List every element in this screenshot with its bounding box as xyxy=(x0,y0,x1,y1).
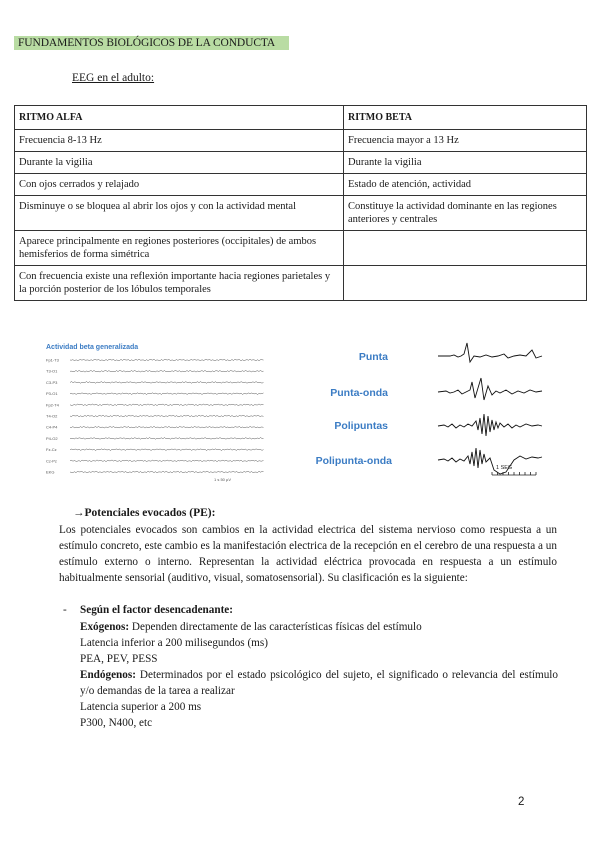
eeg-trace xyxy=(70,471,264,473)
channel-label: C3-P3 xyxy=(46,379,58,385)
eeg-trace xyxy=(70,370,264,372)
beta-cell xyxy=(344,266,587,301)
channel-label: Fp1-T3 xyxy=(46,357,59,363)
trace-polipuntas xyxy=(438,414,542,436)
trace-punta xyxy=(438,343,542,362)
table-row xyxy=(15,231,587,266)
list-item-title: Según el factor desencadenante: xyxy=(80,604,233,616)
channel-label: Fp2-T4 xyxy=(46,402,59,408)
endogenos-latency: Latencia superior a 200 ms xyxy=(80,701,202,713)
eeg-trace xyxy=(70,415,264,417)
figure-right-scale: 1 SEG xyxy=(496,465,513,471)
channel-label: Fz-Cz xyxy=(46,447,57,453)
header-beta: RITMO BETA xyxy=(344,106,587,130)
endogenos-examples: P300, N400, etc xyxy=(80,717,153,729)
eeg-trace xyxy=(70,460,264,462)
channel-label: P3-O1 xyxy=(46,391,58,397)
alpha-cell: Con ojos cerrados y relajado xyxy=(15,174,344,196)
wave-patterns-figure xyxy=(300,338,550,486)
beta-cell: Estado de atención, actividad xyxy=(344,174,587,196)
table-header-row xyxy=(15,106,587,130)
figure-left-scale: 1 s 50 µV xyxy=(214,477,231,482)
alpha-cell: Aparece principalmente en regiones posteriores (occipitales) de ambos hemisferios de forma simétrica xyxy=(15,231,344,266)
exogenos-definition xyxy=(80,619,558,635)
section-subtitle: EEG en el adulto: xyxy=(72,72,155,84)
channel-label: T4-O2 xyxy=(46,413,58,419)
endogenos-text: Determinados por el estado psicológico del sujeto, el significado o relevancia del estímulo y/o demandas de la tarea a realizar xyxy=(80,669,558,697)
potentials-paragraph: Los potenciales evocados son cambios en la actividad electrica del sistema nervioso como respuesta a un estímulo concreto, este cambio es la manifestación electrica de la recepción en el cerebro de una respuesta a un estímulo externo o interno. Representan la actividad eléctrica provocada en respuesta a un estímulo habitualmente sensorial (auditivo, visual, somatosensorial). Su clasificación es la siguiente: xyxy=(59,524,557,585)
document-header: FUNDAMENTOS BIOLÓGICOS DE LA CONDUCTA xyxy=(18,37,276,49)
eeg-trace xyxy=(70,438,264,440)
page-number: 2 xyxy=(518,796,525,808)
exogenos-label: Exógenos: xyxy=(80,621,130,633)
alpha-cell: Disminuye o se bloquea al abrir los ojos y con la actividad mental xyxy=(15,196,344,231)
header-alpha: RITMO ALFA xyxy=(15,106,344,130)
rhythm-comparison-table xyxy=(14,105,587,301)
label-punta: Punta xyxy=(358,351,388,363)
channel-label: T3-O1 xyxy=(46,368,58,374)
eeg-trace xyxy=(70,426,264,428)
channel-label: EKG xyxy=(46,469,55,475)
exogenos-text: Dependen directamente de las características físicas del estímulo xyxy=(129,621,422,633)
endogenos-definition xyxy=(80,667,558,699)
table-row xyxy=(15,196,587,231)
beta-cell: Durante la vigilia xyxy=(344,152,587,174)
trace-polipunta-onda xyxy=(438,448,542,474)
exogenos-examples: PEA, PEV, PESS xyxy=(80,653,158,665)
eeg-trace xyxy=(70,359,264,361)
exogenos-latency: Latencia inferior a 200 milisegundos (ms) xyxy=(80,637,268,649)
table-row xyxy=(15,266,587,301)
alpha-cell: Frecuencia 8-13 Hz xyxy=(15,130,344,152)
alpha-cell: Con frecuencia existe una reflexión importante hacia regiones parietales y la porción posterior de los lóbulos temporales xyxy=(15,266,344,301)
eeg-trace xyxy=(70,382,264,384)
table-row xyxy=(15,130,587,152)
table-row xyxy=(15,152,587,174)
label-polipuntas: Polipuntas xyxy=(334,420,388,432)
table-row xyxy=(15,174,587,196)
label-polipunta-onda: Polipunta-onda xyxy=(315,455,392,467)
beta-cell: Constituye la actividad dominante en las regiones anteriores y centrales xyxy=(344,196,587,231)
alpha-cell: Durante la vigilia xyxy=(15,152,344,174)
figure-left-title: Actividad beta generalizada xyxy=(46,344,139,351)
label-punta-onda: Punta-onda xyxy=(330,387,388,399)
eeg-trace xyxy=(70,404,264,406)
beta-activity-eeg-figure xyxy=(44,340,272,486)
channel-label: P4-O2 xyxy=(46,435,58,441)
list-bullet: - xyxy=(63,604,67,616)
potentials-section-title: →Potenciales evocados (PE): xyxy=(73,507,216,519)
channel-label: C4-P4 xyxy=(46,424,58,430)
channel-label: Cz-Pz xyxy=(46,458,57,464)
eeg-trace xyxy=(70,393,264,395)
endogenos-label: Endógenos: xyxy=(80,669,136,681)
beta-cell xyxy=(344,231,587,266)
trace-punta-onda xyxy=(438,378,542,400)
eeg-trace xyxy=(70,449,264,451)
beta-cell: Frecuencia mayor a 13 Hz xyxy=(344,130,587,152)
